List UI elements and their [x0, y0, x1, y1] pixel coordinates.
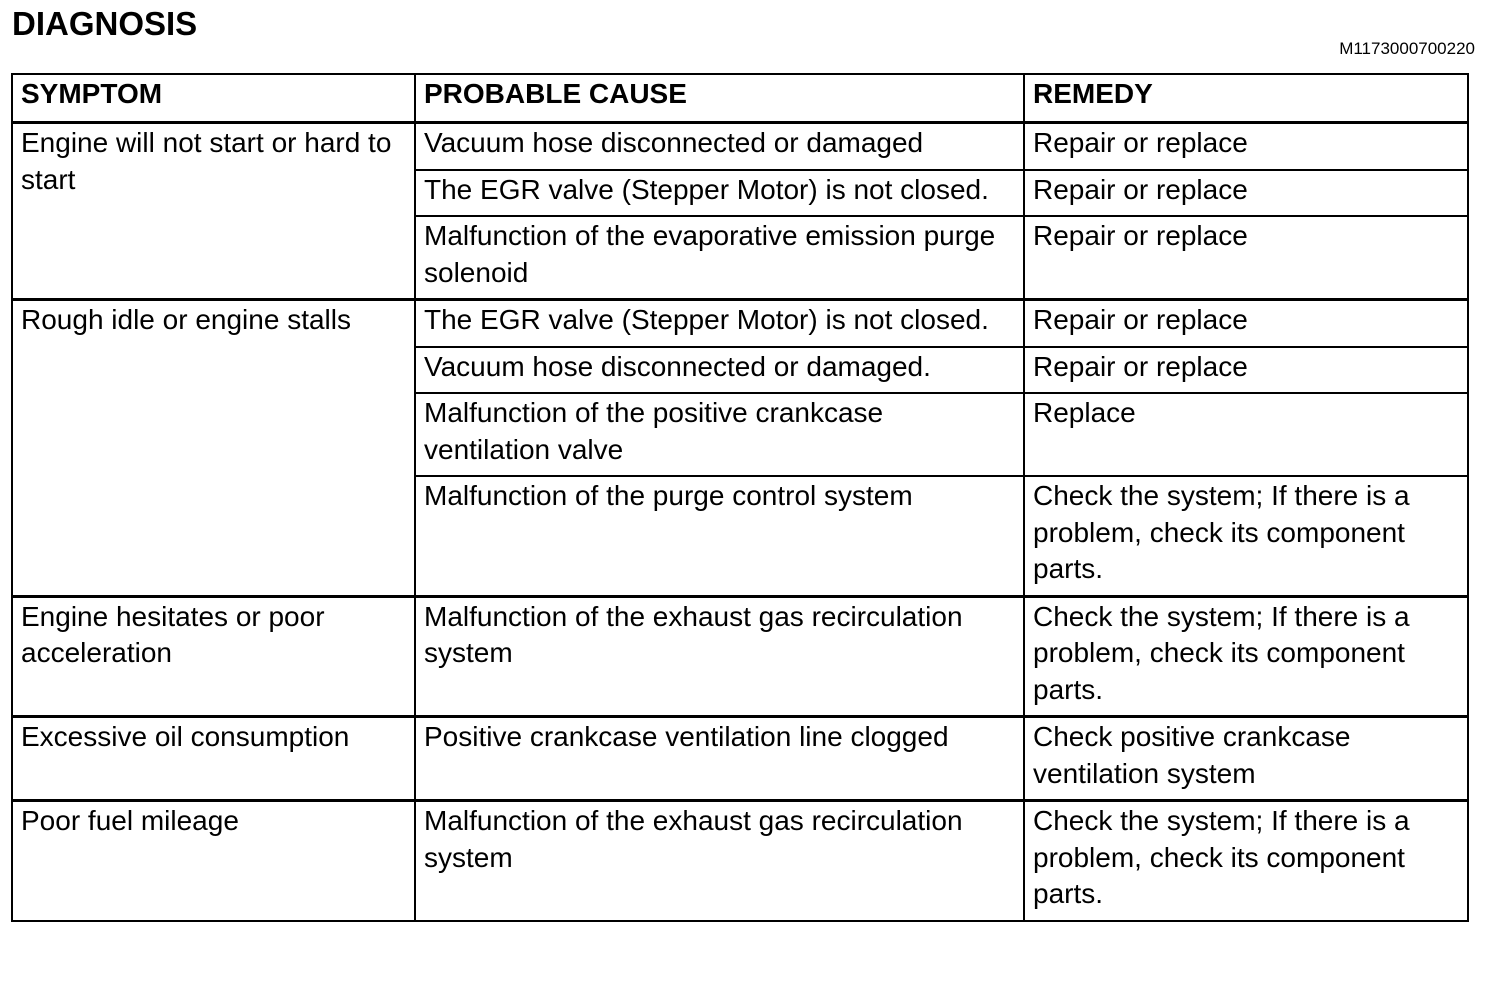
- cause-cell: The EGR valve (Stepper Motor) is not closed.: [415, 170, 1024, 217]
- table-row: [12, 717, 1468, 801]
- cause-cell: The EGR valve (Stepper Motor) is not closed.: [415, 300, 1024, 347]
- page-title: DIAGNOSIS: [12, 5, 198, 42]
- table-row: [12, 300, 1468, 347]
- diagnosis-table: [11, 73, 1469, 922]
- header-symptom: SYMPTOM: [12, 74, 415, 123]
- document-id: M1173000700220: [1339, 39, 1475, 58]
- symptom-cell: Poor fuel mileage: [12, 801, 415, 921]
- cause-cell: Malfunction of the exhaust gas recirculation system: [415, 596, 1024, 717]
- remedy-cell: Check the system; If there is a problem, check its component parts.: [1024, 801, 1468, 921]
- symptom-cell: Excessive oil consumption: [12, 717, 415, 801]
- cause-cell: Positive crankcase ventilation line clogged: [415, 717, 1024, 801]
- cause-cell: Malfunction of the evaporative emission purge solenoid: [415, 216, 1024, 300]
- symptom-cell: Engine hesitates or poor acceleration: [12, 596, 415, 717]
- cause-cell: Malfunction of the purge control system: [415, 476, 1024, 596]
- remedy-cell: Check the system; If there is a problem, check its component parts.: [1024, 596, 1468, 717]
- cause-cell: Malfunction of the positive crankcase ventilation valve: [415, 393, 1024, 476]
- remedy-cell: Replace: [1024, 393, 1468, 476]
- header-probable-cause: PROBABLE CAUSE: [415, 74, 1024, 123]
- remedy-cell: Repair or replace: [1024, 170, 1468, 217]
- cause-cell: Vacuum hose disconnected or damaged.: [415, 347, 1024, 394]
- remedy-cell: Repair or replace: [1024, 300, 1468, 347]
- remedy-cell: Repair or replace: [1024, 216, 1468, 300]
- table-row: [12, 596, 1468, 717]
- remedy-cell: Repair or replace: [1024, 347, 1468, 394]
- remedy-cell: Check positive crankcase ventilation system: [1024, 717, 1468, 801]
- cause-cell: Vacuum hose disconnected or damaged: [415, 123, 1024, 170]
- symptom-cell: Rough idle or engine stalls: [12, 300, 415, 597]
- table-header-row: [12, 74, 1468, 123]
- remedy-cell: Check the system; If there is a problem, check its component parts.: [1024, 476, 1468, 596]
- remedy-cell: Repair or replace: [1024, 123, 1468, 170]
- table-row: [12, 801, 1468, 921]
- symptom-cell: Engine will not start or hard to start: [12, 123, 415, 300]
- table-row: [12, 123, 1468, 170]
- header-remedy: REMEDY: [1024, 74, 1468, 123]
- cause-cell: Malfunction of the exhaust gas recirculation system: [415, 801, 1024, 921]
